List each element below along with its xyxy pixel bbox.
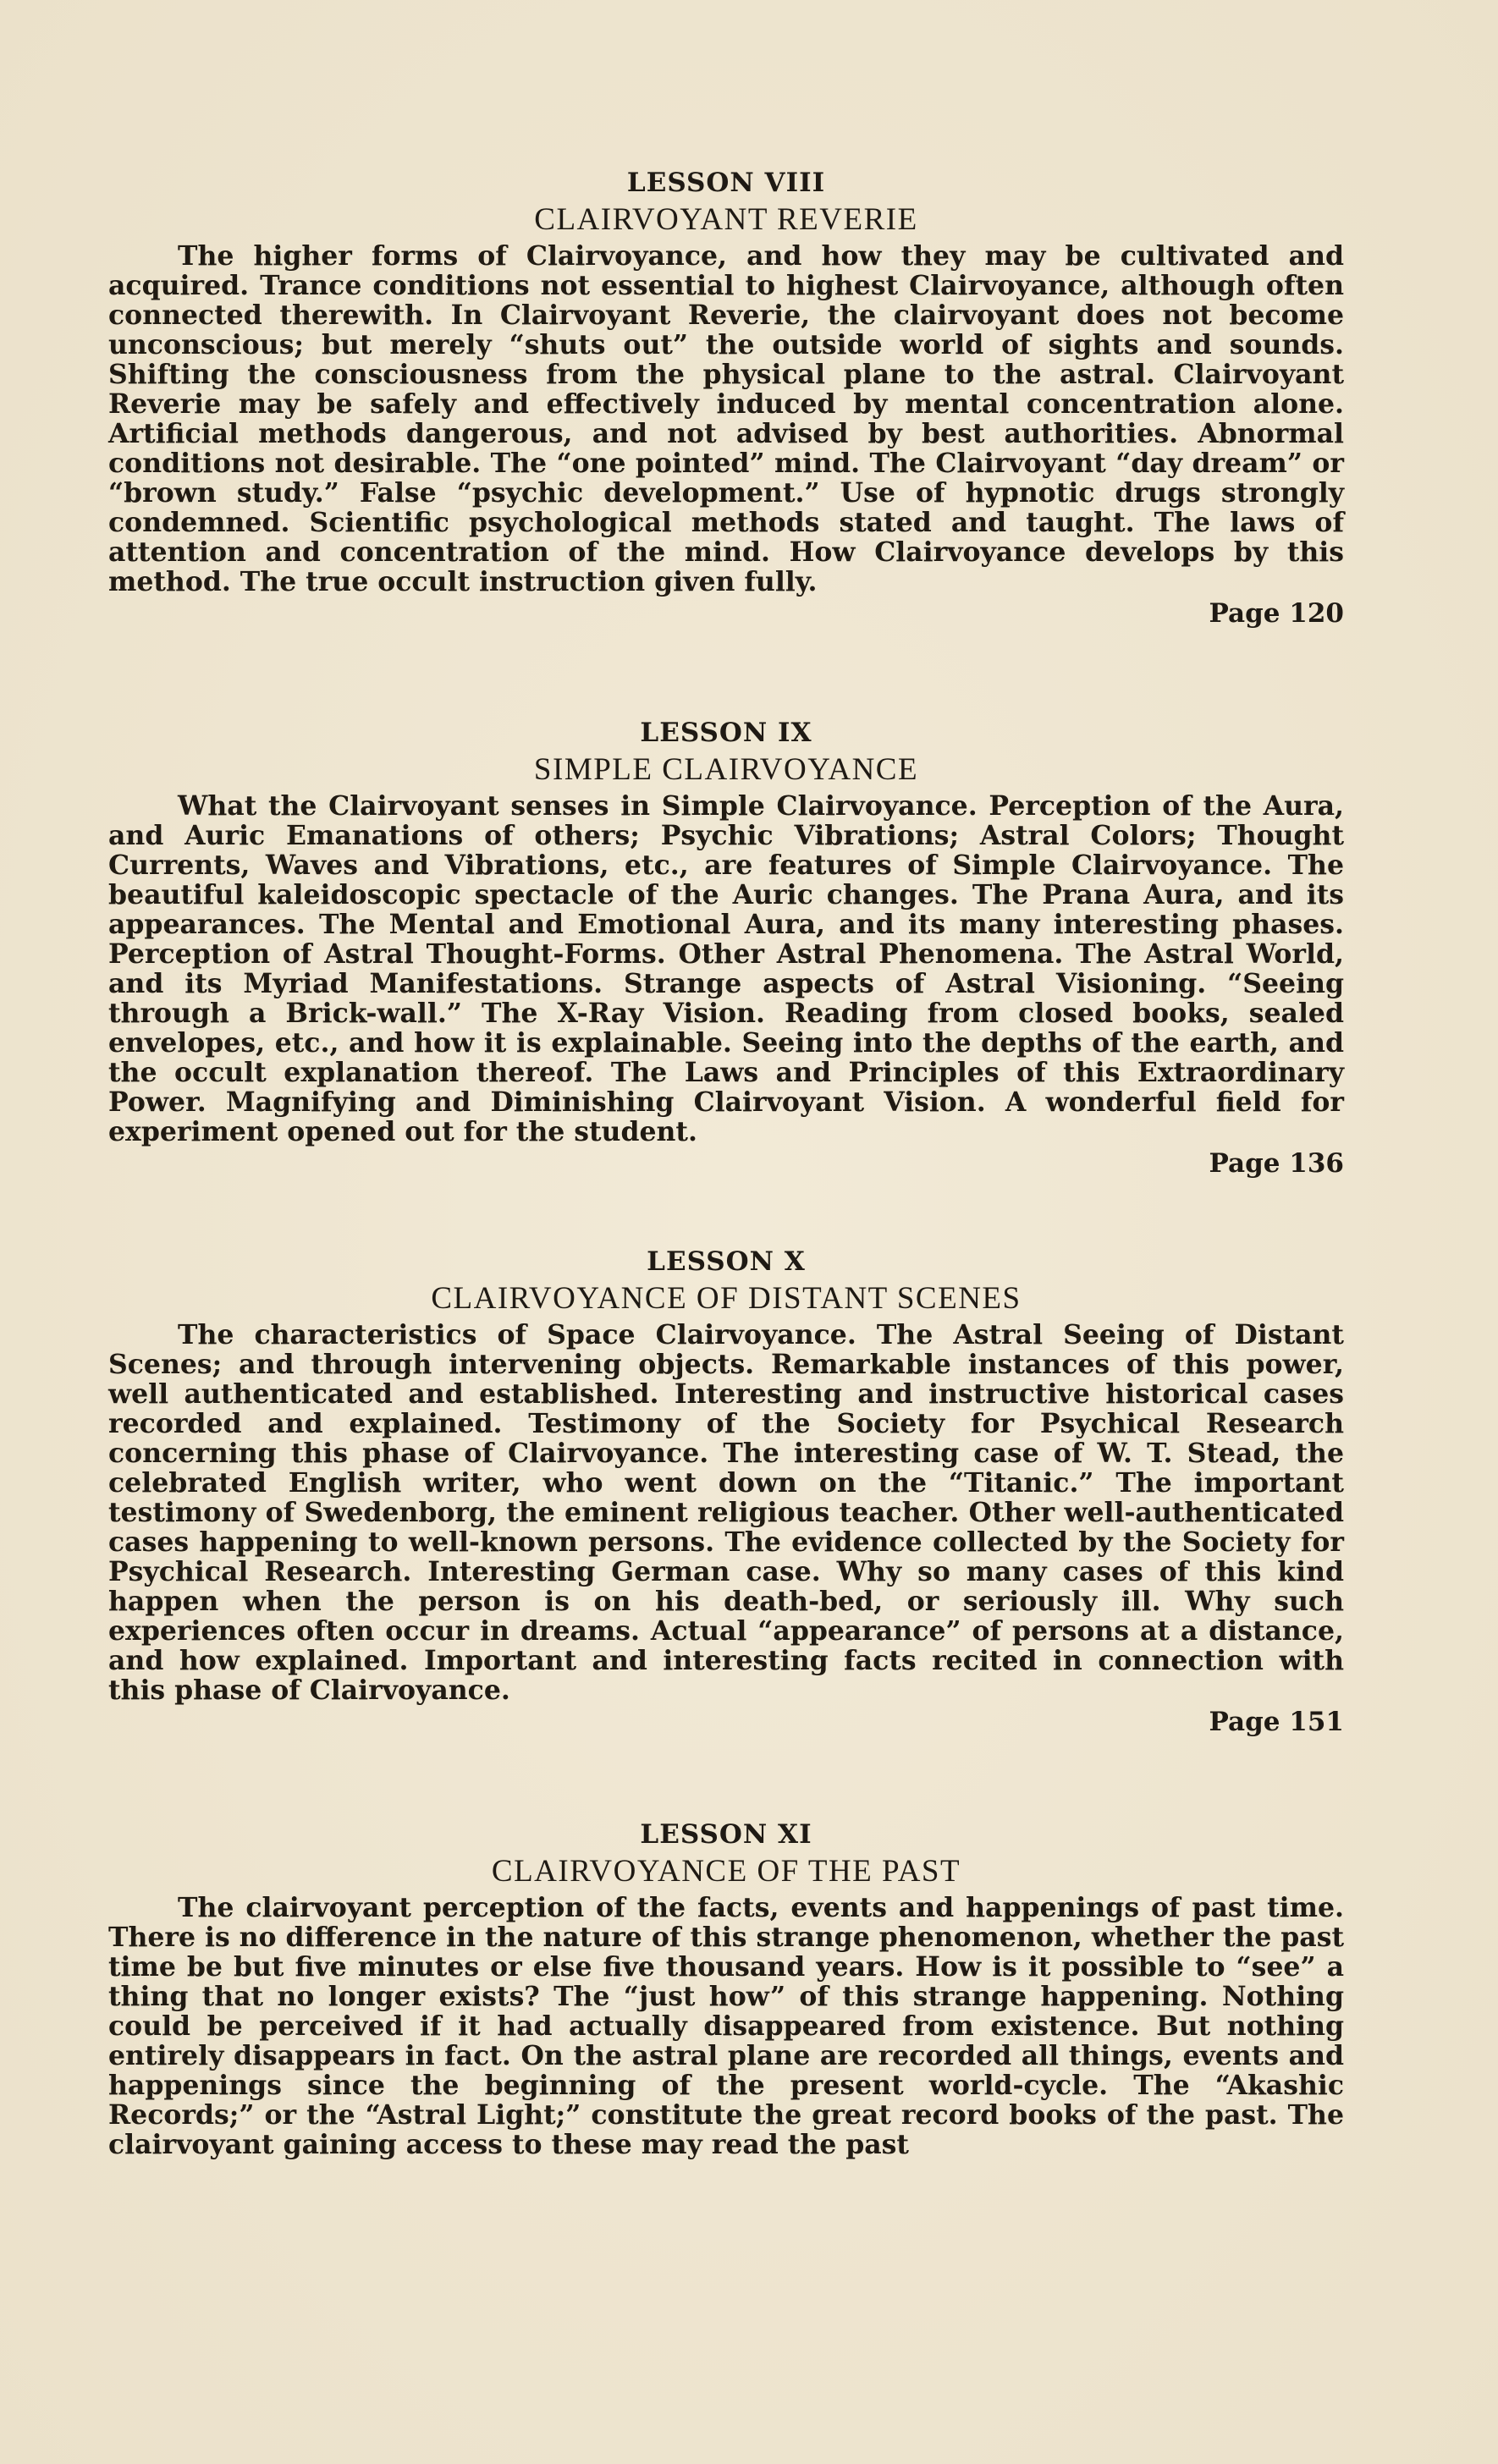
lesson-title: CLAIRVOYANCE OF THE PAST	[491, 1854, 961, 1889]
lesson-summary: The characteristics of Space Clairvoyance. The Astral Seeing of Distant Scenes; and through intervening objects. Remarkable instances of this power, well authenticated and established. Interesting and instructive historical cases recorded and explained. Testimony of the Society for Psychical Research concerning this phase of Clairvoyance. The interesting case of W. T. Stead, the celebrated English writer, who went down on the “Titanic.” The important testimony of Swedenborg, the eminent religious teacher. Other well-authenticated cases happening to well-known persons. The evidence collected by the Society for Psychical Research. Interesting German case. Why so many cases of this kind happen when the person is on his death-bed, or seriously ill. Why such experiences often occur in dreams. Actual “appearance” of persons at a distance, and how explained. Important and interesting facts recited in connection with this phase of Clairvoyance.	[108, 1319, 1344, 1706]
lesson-number: LESSON X	[647, 1246, 806, 1277]
lesson-summary: The higher forms of Clairvoyance, and how they may be cultivated and acquired. Trance conditions not essential to highest Clairvoyance, although often connected therewith. In Clairvoyant Reverie, the clairvoyant does not become unconscious; but merely “shuts out” the outside world of sights and sounds. Shifting the consciousness from the physical plane to the astral. Clairvoyant Reverie may be safely and effectively induced by mental concentration alone. Artificial methods dangerous, and not advised by best authorities. Abnormal conditions not desirable. The “one pointed” mind. The Clairvoyant “day dream” or “brown study.” False “psychic development.” Use of hypnotic drugs strongly condemned. Scientific psychological methods stated and taught. The laws of attention and concentration of the mind. How Clairvoyance develops by this method. The true occult instruction given fully.	[108, 240, 1344, 597]
lesson-title: CLAIRVOYANT REVERIE	[534, 202, 918, 237]
lesson-page-reference: Page 136	[1209, 1148, 1344, 1179]
lesson-number: LESSON XI	[640, 1819, 812, 1850]
lesson-number: LESSON VIII	[626, 168, 826, 198]
lesson-page-reference: Page 120	[1209, 598, 1344, 629]
lesson-title: SIMPLE CLAIRVOYANCE	[533, 752, 919, 787]
lesson-summary: The clairvoyant perception of the facts, events and happenings of past time. There is no difference in the nature of this strange phenomenon, whether the past time be but five minutes or else five thousand years. How is it possible to “see” a thing that no longer exists? The “just how” of this strange happening. Nothing could be perceived if it had actually disappeared from existence. But nothing entirely disappears in fact. On the astral plane are recorded all things, events and happenings since the beginning of the present world-cycle. The “Akashic Records;” or the “Astral Light;” constitute the great record books of the past. The clairvoyant gaining access to these may read the past	[108, 1892, 1344, 2160]
lesson-section	[108, 715, 1344, 1180]
lesson-title: CLAIRVOYANCE OF DISTANT SCENES	[431, 1281, 1022, 1316]
lesson-section	[108, 1244, 1344, 1739]
lesson-number: LESSON IX	[640, 718, 812, 748]
lesson-section	[108, 1817, 1344, 2159]
lesson-section	[108, 165, 1344, 630]
lesson-page-reference: Page 151	[1209, 1707, 1344, 1737]
lesson-summary: What the Clairvoyant senses in Simple Clairvoyance. Perception of the Aura, and Auric Emanations of others; Psychic Vibrations; Astral Colors; Thought Currents, Waves and Vibrations, etc., are features of Simple Clairvoyance. The beautiful kaleidoscopic spectacle of the Auric changes. The Prana Aura, and its appearances. The Mental and Emotional Aura, and its many interesting phases. Perception of Astral Thought-Forms. Other Astral Phenomena. The Astral World, and its Myriad Manifestations. Strange aspects of Astral Visioning. “Seeing through a Brick-wall.” The X-Ray Vision. Reading from closed books, sealed envelopes, etc., and how it is explainable. Seeing into the depths of the earth, and the occult explanation thereof. The Laws and Principles of this Extraordinary Power. Magnifying and Diminishing Clairvoyant Vision. A wonderful field for experiment opened out for the student.	[108, 790, 1344, 1147]
